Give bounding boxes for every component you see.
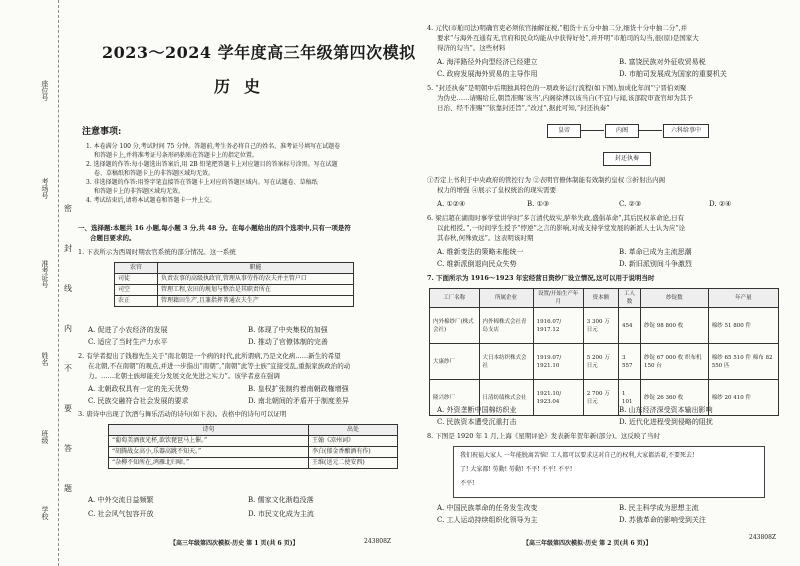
q7-option-d[interactable]: D. 近代化进程受到侵略的阻扰 [619, 418, 713, 426]
q8-option-d[interactable]: D. 苏俄革命的影响受到关注 [619, 516, 706, 524]
seat-no-label: 座位号 [41, 80, 49, 101]
q1-cell: 管理工程,农田的规划与整治是其职责所在 [158, 285, 354, 296]
q4-option-c[interactable]: C. 政府发展海外贸易的主导作用 [437, 70, 538, 78]
q3-cell: “葡萄美酒夜光杯,欲饮琵琶马上催。” [109, 436, 309, 447]
binding-mark: 要 [64, 404, 72, 413]
q7-cell: 棉纱 51 800 件 [708, 308, 778, 344]
q7-cell: 1921.10/ 1923.04 [533, 380, 583, 416]
q3-option-b[interactable]: B. 儒家文化渐趋没落 [248, 496, 314, 504]
q3-option-a[interactable]: A. 中外交流日益频繁 [88, 496, 154, 504]
note-line: 卷、草稿纸和答题卡上的非答题区域均无效。 [94, 170, 215, 177]
q4-stem: 得济的勾当”。这些材料 [437, 44, 506, 52]
page-code: 243808Z [364, 538, 392, 545]
q8-option-b[interactable]: B. 民主科学成为思想主流 [619, 504, 699, 512]
q7-cell: 内外棉株式会社青岛支店 [479, 308, 533, 344]
q8-option-c[interactable]: C. 工人运动持续组织化领导为主 [437, 516, 538, 524]
q8-option-a[interactable]: A. 中国民族革命的任务发生改变 [437, 504, 538, 512]
q6-option-b[interactable]: B. 革命已成为主流思潮 [619, 248, 692, 256]
q8-card-line: 了! 大家都! 勞動! 勞動! 不平! 不平! 不平! [460, 466, 573, 473]
q7-header: 年产量 [708, 289, 778, 308]
q7-cell: 5 200 万日元 [583, 344, 618, 380]
q2-option-c[interactable]: C. 民族交融符合社会发展的要求 [88, 397, 189, 405]
q3-cell: 王翰《凉州词》 [309, 436, 398, 447]
note-line: 和答题卡上的非答题区域均无效。 [94, 188, 185, 195]
q1-option-d[interactable]: D. 推动了官僚体制的完善 [248, 338, 328, 346]
q8-card-line: 不平! [460, 480, 475, 487]
q2-stem: 在北朝,不在南朝”的观点,并进一步指出“南朝”,“南朝”此等士族”宜接受乱,重振家族政治的动 [88, 362, 351, 370]
flow-arrow [580, 130, 604, 131]
q7-header: 工厂名称 [430, 289, 480, 308]
binding-mark: 内 [64, 324, 72, 333]
q5-option-a[interactable]: A. ①②④ [437, 200, 466, 208]
binding-mark: 答 [64, 444, 72, 453]
flow-censor: 六科给事中 [663, 124, 709, 138]
q7-table [429, 288, 779, 416]
q1-cell: 司徒 [115, 274, 158, 285]
q8-stem: 8. 下图是 1920 年 1 月,上海《星期评论》发表新年贺年新(部分)。这反映了当时 [427, 432, 660, 440]
q7-cell: 纱锭 67 000 枚 织布机 150 台 [640, 344, 708, 380]
q1-table [114, 262, 354, 307]
flow-cabinet: 内阁 [605, 124, 639, 138]
q2-option-d[interactable]: D. 南北朝间的矛盾开于制度差异 [248, 397, 349, 405]
note-line: 2. 选择题的作答:每小题选出答案后,用 2B 铅笔把答题卡上对应题目的答案标号涂黑。写在试题 [86, 161, 338, 168]
flow-arrow [638, 130, 662, 131]
q1-header: 职能 [158, 263, 354, 274]
q6-option-a[interactable]: A. 维新变法的策略未能统一 [437, 248, 524, 256]
section-heading-2: 合题目要求的。 [90, 234, 136, 242]
q7-stem: 7. 下面所示为 1916～1923 年宏经营日资纱厂设立情况,这可以用于说明当时 [427, 274, 655, 282]
q1-header: 农官 [115, 263, 158, 274]
q3-option-c[interactable]: C. 社会风气包容开放 [88, 510, 154, 518]
school-label: 学校 [41, 506, 49, 520]
q7-cell: 454 [618, 308, 640, 344]
q2-stem: 2. 有学者提出了钱穆先生关于“南北朝是一个病的时代,此所谓病,乃是文化病……新生的希望 [78, 352, 341, 360]
q6-stem: 其春秋,何殊致远”。这表明该时期 [437, 234, 534, 242]
q6-stem: 以此相授。”,一时间学生授予“悖逆”之言的影响,对成支持学堂发展的新派人士认为应“诠 [437, 224, 686, 232]
q4-stem: 要求“与海外互通有无,官府和民众均能从中获得好处”,并开明“市舶司的勾当,很(原)是国家大 [437, 34, 699, 42]
q3-table [108, 424, 398, 469]
page-2 [423, 0, 783, 566]
q7-cell: 棉纱 65 510 件 棉布 82 550 匹 [708, 344, 778, 380]
q8-greeting-card [453, 446, 765, 498]
exam-no-label: 准考证号 [41, 260, 49, 288]
q2-option-b[interactable]: B. 皇权扩张制约着南朝政権增强 [248, 385, 349, 393]
section-heading: 一、选择题:本题共 16 小题,每小题 3 分,共 48 分。在每小题给出的四个选项中,只有一项是符 [78, 224, 351, 232]
page-code: 243808Z [749, 534, 777, 541]
flow-return: 封还执奏 [603, 152, 651, 166]
q7-header: 纱锭数 [640, 289, 708, 308]
q5-stem: 5. “封还执奏”是明朝中后期独具特色的一项政务运行流程(如下图),加成化年间“宁晋伯刘聚 [427, 84, 687, 92]
q7-option-a[interactable]: A. 外资垄断中国棉纺织业 [437, 406, 517, 414]
binding-mark: 线 [64, 284, 72, 293]
q5-option-b[interactable]: B. ①③ [527, 200, 550, 208]
exam-title: 2023～2024 学年度高三年级第四次模拟 [102, 43, 416, 62]
page-1 [74, 0, 414, 566]
q7-cell: 3 557 [618, 344, 640, 380]
note-line: 1. 本卷满分 100 分,考试时间 75 分钟。答题前,考生务必将自己的姓名、准考证号填写在试题卷 [86, 143, 341, 150]
q5-statements: ①否定上书利于中央政府的管控行为 ②表明官僚体制能有效制约皇权 ③折射出内阁 [427, 176, 666, 184]
q7-header: 资本额 [583, 289, 618, 308]
q7-header: 设置/开始生产年月 [533, 289, 583, 308]
name-label: 姓名 [41, 352, 49, 366]
q5-stem: 日治、经不准赐”“依靠封还旨”,“改过”,据此可知,“封还执奏” [437, 104, 610, 112]
q6-option-d[interactable]: D. 新旧派别间斗争激烈 [619, 260, 692, 268]
binding-margin [0, 0, 72, 566]
q7-header: 所属企业 [479, 289, 533, 308]
q3-cell: “胡腾战女高小,乐器高跳不知天。” [109, 447, 309, 458]
binding-mark: 密 [64, 204, 72, 213]
q4-option-d[interactable]: D. 市舶司发展成为国家的重要机关 [619, 70, 727, 78]
q4-option-a[interactable]: A. 海洋路径外向型经济已经建立 [437, 58, 538, 66]
page-footer: 【高三年级第四次模拟·历史 第 1 页(共 6 页)】 [170, 540, 299, 547]
q4-option-b[interactable]: B. 富饶民族对外征收贸易税 [619, 58, 706, 66]
q3-cell: 李白(郁金香酿酒有作) [309, 447, 398, 458]
q7-cell: 大康纱厂 [430, 344, 480, 380]
q5-stem: 为伪史……请赐给丘,朝旨准赐‘该当’,内阁徐溥以该当自(不宜)与闻,该部院审查官却为其予 [437, 94, 693, 102]
q2-option-a[interactable]: A. 北朝政权具有一定的先天优势 [88, 385, 189, 393]
q1-cell: 农正 [115, 296, 158, 307]
q7-cell: 纱锭 26 360 枚 [640, 380, 708, 416]
q1-cell: 负责农事的高级执政官,管理从事劳作的农夫并主管户口 [158, 274, 354, 285]
note-line: 4. 考试结束后,请将本试题卷和答题卡一并上交。 [86, 197, 216, 204]
q4-stem: 4. 元代(市舶司法)明确官吏必须依官抽解征税,“粗货十五分中抽二分,细货十分中抽二分”,并 [427, 24, 688, 32]
q1-option-a[interactable]: A. 促进了小农经济的发展 [88, 326, 168, 334]
q7-cell: 日清纺绩株式会社 [479, 380, 533, 416]
q7-cell: 1 101 [618, 380, 640, 416]
q6-option-c[interactable]: C. 维新派倒退向民众失势 [437, 260, 517, 268]
q7-cell: 1916.07/ 1917.12 [533, 308, 583, 344]
q5-statements: 权力的增强 ④展示了皇权统治的现实需要 [437, 186, 557, 194]
q7-cell: 棉纱 20 410 件 [708, 380, 778, 416]
q7-cell: 3 300 万日元 [583, 308, 618, 344]
q2-stem: 力。……北朝士族却能充分发展文化先进之实力”。该学者意在强调 [88, 372, 280, 380]
note-line: 和答题卡上,并将准考证号条形码粘贴在答题卡上的指定位置。 [94, 152, 258, 159]
q1-stem: 1. 下表所示为西周时期农官系统的部分情况。这一系统 [78, 248, 236, 256]
q1-cell: 管理籍田生产,且兼指挥普通农夫生产 [158, 296, 354, 307]
class-label: 班级 [41, 430, 49, 444]
seat-label: 考场号 [41, 178, 49, 199]
q3-cell: 王维(送元二使安西) [309, 458, 398, 469]
q7-cell: 隆兴纱厂 [430, 380, 480, 416]
q3-header: 诗句 [109, 425, 309, 436]
q8-card-line: 我们祝福大家人 一年能脱离苦恼! 工人都可以要求这对自己的权利,大家都活着,不要死去! [460, 452, 695, 459]
q5-option-c[interactable]: C. ②③ [619, 200, 642, 208]
page-footer: 【高三年级第四次模拟·历史 第 2 页(共 6 页)】 [523, 540, 652, 547]
binding-mark: 题 [64, 484, 72, 493]
subject-title: 历史 [214, 77, 275, 96]
binding-mark: 不 [64, 364, 72, 373]
q3-option-d[interactable]: D. 市民文化成为主流 [248, 510, 314, 518]
q3-cell: “杂柳不知所在,鸿雁北归啼。” [109, 458, 309, 469]
q1-option-c[interactable]: C. 适应了当时生产力水平 [88, 338, 168, 346]
q7-option-b[interactable]: B. 山东经济深受资本输出影响 [619, 406, 713, 414]
q5-option-d[interactable]: D. ②④ [709, 200, 732, 208]
q1-option-b[interactable]: B. 体现了中央集权的加强 [248, 326, 328, 334]
q7-header: 工人数 [618, 289, 640, 308]
q7-cell: 2 700 万日元 [583, 380, 618, 416]
q7-cell: 1919.07/ 1921.10 [533, 344, 583, 380]
notes-heading: 注意事项: [82, 127, 122, 137]
q7-cell: 内外棉纱厂(株式会社) [430, 308, 480, 344]
q3-header: 出处 [309, 425, 398, 436]
binding-mark: 封 [64, 244, 72, 253]
q7-option-c[interactable]: C. 民族资本遭受沉重打击 [437, 418, 517, 426]
q1-cell: 司空 [115, 285, 158, 296]
note-line: 3. 非选择题的作答:用签字笔直接答在答题卡上对应的答题区域内。写在试题卷、草稿纸 [86, 179, 318, 186]
flow-emperor: 皇帝 [547, 124, 581, 138]
q7-cell: 大日本纺织株式会社 [479, 344, 533, 380]
q6-stem: 6. 梁启超在湖南时事学堂讲学时“多言清代故实,胪举失政,盛倡革命”,其后民权革命论,日有 [427, 214, 685, 222]
q3-stem: 3. 唐诗中出现了饮酒与舞乐活动的诗句(如下表)。表格中的诗句可以证明 [78, 410, 287, 418]
q7-cell: 纱锭 98 800 枚 [640, 308, 708, 344]
binding-line [58, 0, 59, 566]
